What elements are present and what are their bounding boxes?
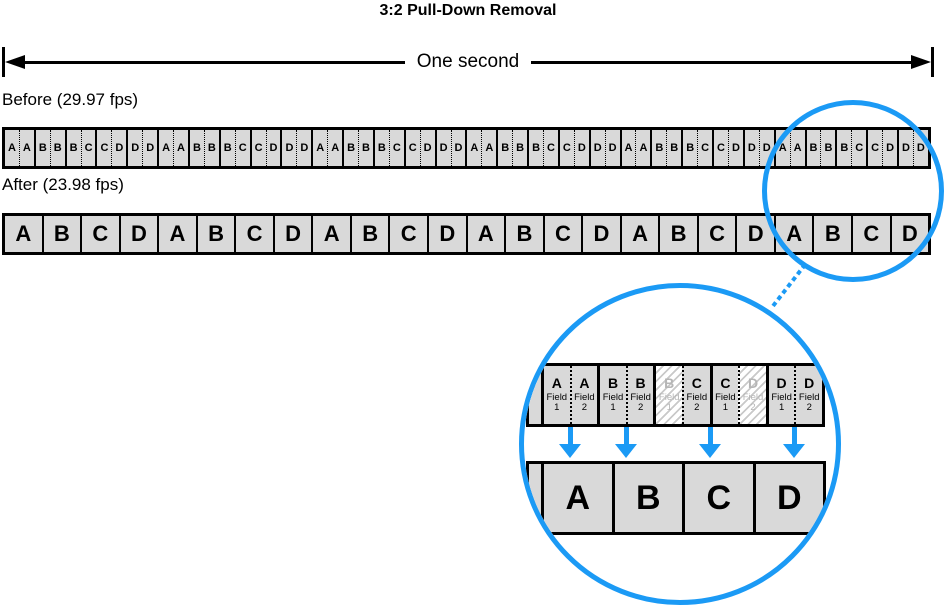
arrowhead-left-icon bbox=[5, 55, 25, 69]
before-field: B bbox=[347, 142, 356, 154]
before-field: C bbox=[717, 142, 725, 154]
before-field: B bbox=[532, 142, 541, 154]
field-letter: B bbox=[664, 375, 675, 392]
field-number: 2 bbox=[750, 402, 756, 414]
before-field: C bbox=[235, 130, 250, 166]
before-field: D bbox=[131, 142, 140, 154]
before-label: Before (29.97 fps) bbox=[2, 90, 139, 109]
magnifier-field bbox=[713, 366, 739, 424]
after-frame: B bbox=[44, 216, 83, 252]
arrow-head bbox=[615, 444, 637, 458]
before-field: B bbox=[204, 130, 219, 166]
before-field: D bbox=[296, 130, 311, 166]
before-field: C bbox=[408, 142, 417, 154]
before-field: A bbox=[635, 130, 650, 166]
field-label: Field bbox=[798, 391, 820, 403]
before-field: D bbox=[605, 130, 620, 166]
after-frame: A bbox=[468, 216, 507, 252]
output-frame: B bbox=[612, 464, 683, 532]
before-field: B bbox=[501, 142, 510, 154]
after-frame: D bbox=[121, 216, 160, 252]
before-frame bbox=[375, 130, 406, 166]
after-frame: A bbox=[159, 216, 198, 252]
before-field: A bbox=[162, 142, 171, 154]
arrowhead-right-icon bbox=[911, 55, 931, 69]
down-arrow-icon bbox=[783, 427, 805, 458]
before-field: A bbox=[173, 130, 188, 166]
before-field: A bbox=[316, 142, 325, 154]
field-number: 1 bbox=[554, 402, 560, 414]
span-line-right bbox=[531, 61, 911, 64]
magnified-frames-row bbox=[526, 461, 826, 535]
after-frame: A bbox=[5, 216, 44, 252]
before-field: C bbox=[389, 130, 404, 166]
field-letter: A bbox=[579, 375, 590, 392]
output-frame: C bbox=[682, 464, 753, 532]
before-field: C bbox=[100, 142, 109, 154]
after-frame: A bbox=[776, 216, 815, 252]
before-field: C bbox=[81, 130, 96, 166]
after-frame: D bbox=[737, 216, 776, 252]
magnifier-circle bbox=[519, 283, 841, 605]
before-field: D bbox=[882, 130, 897, 166]
after-frame: B bbox=[352, 216, 391, 252]
before-field: D bbox=[111, 130, 126, 166]
before-frame bbox=[467, 130, 498, 166]
before-frame bbox=[97, 130, 128, 166]
field-label: Field bbox=[771, 391, 792, 403]
before-field: D bbox=[747, 142, 756, 154]
before-field: B bbox=[840, 142, 849, 154]
field-label: Field bbox=[658, 391, 680, 403]
magnified-fields-row bbox=[526, 363, 825, 427]
before-field: A bbox=[470, 142, 479, 154]
field-letter: B bbox=[635, 375, 646, 392]
after-frame: B bbox=[198, 216, 237, 252]
before-field: A bbox=[7, 142, 16, 154]
output-frame: D bbox=[753, 464, 824, 532]
before-frame bbox=[652, 130, 683, 166]
before-field: A bbox=[624, 142, 633, 154]
before-field: D bbox=[728, 130, 743, 166]
down-arrow-icon bbox=[559, 427, 581, 458]
before-field: B bbox=[358, 130, 373, 166]
before-frame bbox=[683, 130, 714, 166]
field-label: Field bbox=[686, 391, 708, 403]
down-arrow-icon bbox=[615, 427, 637, 458]
before-frame bbox=[313, 130, 344, 166]
field-number: 1 bbox=[778, 402, 785, 414]
before-field: D bbox=[902, 142, 910, 154]
field-label: Field bbox=[574, 391, 595, 403]
before-field: B bbox=[192, 142, 201, 154]
before-field: A bbox=[778, 142, 787, 154]
before-field: B bbox=[512, 130, 527, 166]
before-field: D bbox=[593, 142, 602, 154]
arrow-shaft bbox=[624, 427, 629, 444]
after-frame: C bbox=[545, 216, 584, 252]
before-field: C bbox=[697, 130, 712, 166]
before-field: D bbox=[574, 130, 589, 166]
magnifier-field bbox=[544, 366, 570, 424]
field-number: 2 bbox=[637, 402, 644, 414]
before-frame bbox=[406, 130, 437, 166]
after-frame: C bbox=[390, 216, 429, 252]
down-arrow-icon bbox=[699, 427, 721, 458]
clipped-field-cell bbox=[529, 366, 541, 424]
field-number: 2 bbox=[694, 402, 700, 414]
before-field: C bbox=[562, 142, 571, 154]
magnifier-field bbox=[570, 366, 598, 424]
before-field: A bbox=[327, 130, 342, 166]
field-letter: C bbox=[691, 375, 702, 392]
magnifier-frame bbox=[541, 366, 597, 424]
before-field: B bbox=[38, 142, 47, 154]
after-frame: D bbox=[275, 216, 314, 252]
before-field: D bbox=[142, 130, 157, 166]
before-frame bbox=[437, 130, 468, 166]
before-frame bbox=[36, 130, 67, 166]
before-frame bbox=[622, 130, 653, 166]
after-frame: D bbox=[583, 216, 622, 252]
before-frame bbox=[560, 130, 591, 166]
field-letter: D bbox=[804, 375, 815, 392]
arrow-head bbox=[783, 444, 805, 458]
before-field: D bbox=[451, 130, 466, 166]
before-frame bbox=[159, 130, 190, 166]
before-frame bbox=[5, 130, 36, 166]
before-frame bbox=[67, 130, 98, 166]
field-label: Field bbox=[715, 391, 736, 403]
before-field: B bbox=[50, 130, 65, 166]
before-field: B bbox=[809, 142, 818, 154]
field-label: Field bbox=[630, 391, 651, 403]
field-number: 1 bbox=[610, 402, 616, 414]
before-frame bbox=[282, 130, 313, 166]
after-frame: D bbox=[901, 221, 918, 246]
field-number: 1 bbox=[666, 402, 672, 414]
before-field: A bbox=[790, 130, 805, 166]
magnifier-frame bbox=[766, 366, 822, 424]
before-field: A bbox=[19, 130, 34, 166]
before-field: D bbox=[420, 130, 435, 166]
field-letter: D bbox=[776, 375, 787, 392]
field-label: Field bbox=[742, 391, 764, 403]
field-label: Field bbox=[546, 391, 568, 403]
arrow-head bbox=[699, 444, 721, 458]
field-letter: D bbox=[747, 375, 759, 392]
before-frame bbox=[529, 130, 560, 166]
arrow-head bbox=[559, 444, 581, 458]
magnifier-field-discarded bbox=[738, 366, 766, 424]
before-field: B bbox=[666, 130, 681, 166]
before-field: D bbox=[266, 130, 281, 166]
after-frame: C bbox=[236, 216, 275, 252]
after-frame: A bbox=[313, 216, 352, 252]
arrow-shaft bbox=[708, 427, 713, 444]
before-frame bbox=[252, 130, 283, 166]
arrow-shaft bbox=[568, 427, 573, 444]
magnifier-frame bbox=[597, 366, 653, 424]
highlight-circle bbox=[762, 100, 944, 282]
after-label: After (23.98 fps) bbox=[2, 175, 124, 194]
after-frame: B bbox=[506, 216, 545, 252]
before-field: B bbox=[69, 142, 78, 154]
one-second-span bbox=[2, 47, 934, 77]
before-field: C bbox=[254, 142, 263, 154]
after-frame: B bbox=[660, 216, 699, 252]
magnifier-frame bbox=[653, 366, 709, 424]
before-field: C bbox=[871, 142, 880, 154]
before-field: B bbox=[223, 142, 232, 154]
before-frame bbox=[498, 130, 529, 166]
clipped-frame-cell bbox=[529, 464, 541, 532]
field-number: 1 bbox=[722, 402, 729, 414]
after-frame: C bbox=[853, 216, 892, 252]
span-end-cap-right bbox=[931, 47, 934, 77]
one-second-label: One second bbox=[405, 51, 531, 73]
after-frame: A bbox=[622, 216, 661, 252]
before-field: B bbox=[820, 130, 835, 166]
before-frame bbox=[190, 130, 221, 166]
magnifier-field bbox=[626, 366, 654, 424]
field-letter: A bbox=[551, 375, 562, 392]
before-frame bbox=[221, 130, 252, 166]
magnifier-field bbox=[600, 366, 626, 424]
before-field: C bbox=[851, 130, 866, 166]
magnifier-frame bbox=[710, 366, 766, 424]
before-field: D bbox=[913, 130, 928, 166]
field-letter: B bbox=[607, 375, 619, 392]
magnifier-field-discarded bbox=[656, 366, 682, 424]
before-field: B bbox=[655, 142, 664, 154]
before-field: B bbox=[377, 142, 386, 154]
before-frame bbox=[714, 130, 745, 166]
arrow-shaft bbox=[792, 427, 797, 444]
span-line-left bbox=[25, 61, 405, 64]
field-letter: C bbox=[720, 375, 731, 392]
before-field: A bbox=[481, 130, 496, 166]
before-field: D bbox=[439, 142, 448, 154]
before-frame bbox=[591, 130, 622, 166]
field-label: Field bbox=[602, 391, 624, 403]
field-number: 2 bbox=[581, 402, 588, 414]
after-frame: D bbox=[429, 216, 468, 252]
magnifier-field bbox=[769, 366, 795, 424]
after-frame: C bbox=[82, 216, 121, 252]
diagram-title: 3:2 Pull-Down Removal bbox=[379, 2, 557, 19]
after-frame: C bbox=[699, 216, 738, 252]
magnifier-field bbox=[794, 366, 822, 424]
before-field: C bbox=[543, 130, 558, 166]
magnifier-field bbox=[682, 366, 710, 424]
output-frame: A bbox=[541, 464, 612, 532]
before-field: D bbox=[759, 130, 774, 166]
before-frame bbox=[344, 130, 375, 166]
field-number: 2 bbox=[806, 402, 812, 414]
before-field: D bbox=[285, 142, 294, 154]
before-field: B bbox=[686, 142, 695, 154]
after-frame: B bbox=[814, 216, 853, 252]
before-frame bbox=[128, 130, 159, 166]
